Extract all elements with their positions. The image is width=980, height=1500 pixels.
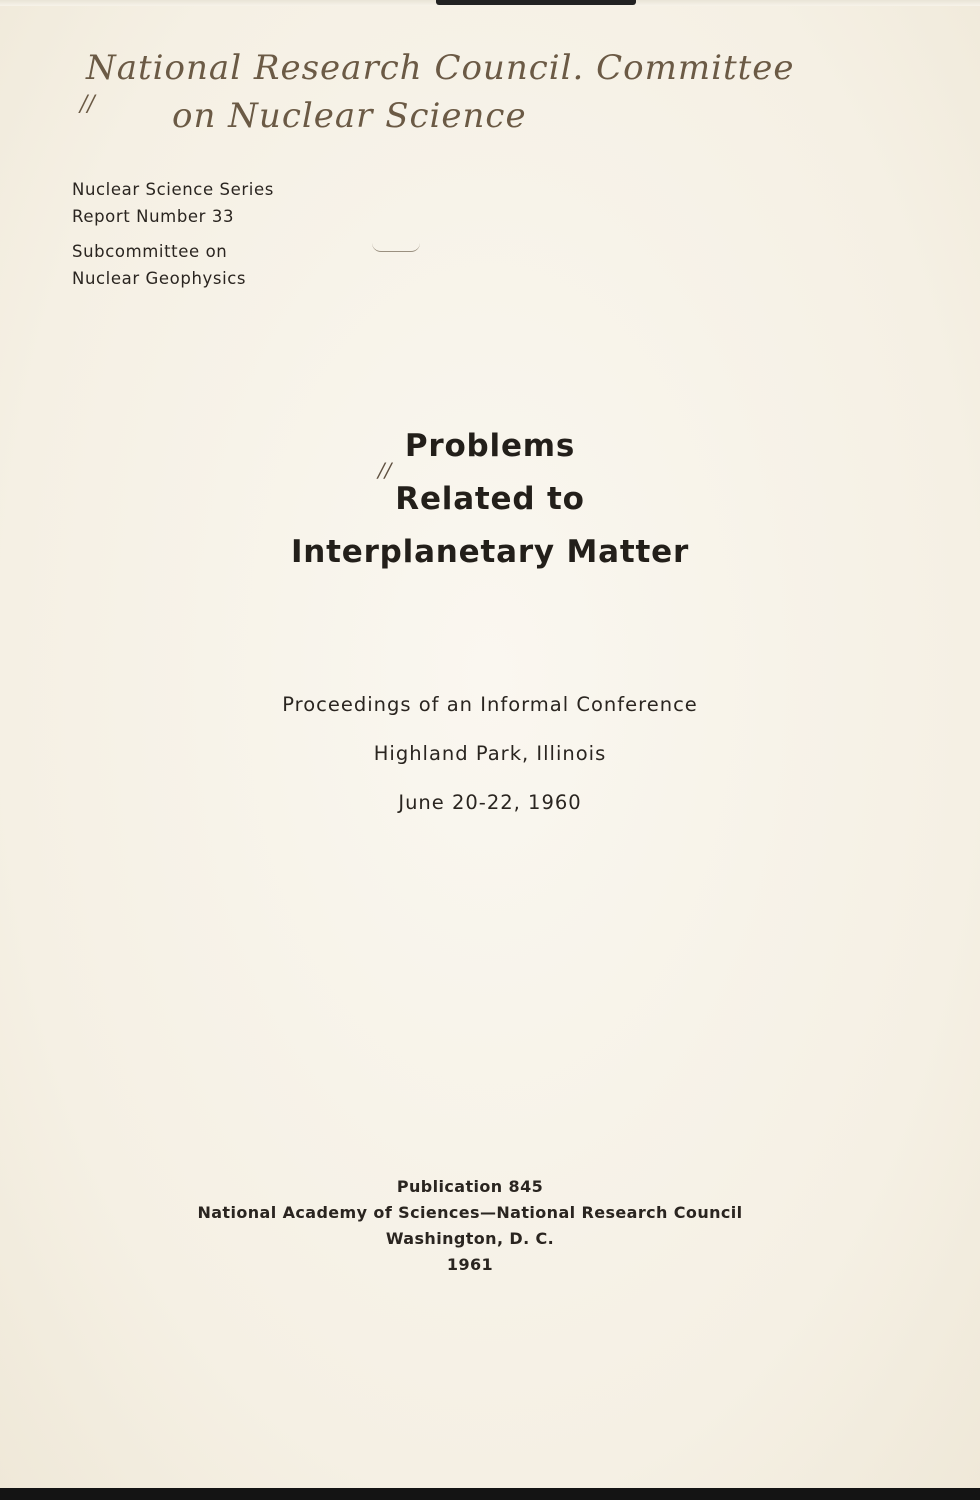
publication-number: Publication 845 — [396, 1177, 544, 1196]
title-ditto-mark: // — [378, 458, 392, 482]
conference-dates: June 20-22, 1960 — [398, 791, 582, 814]
series-block — [72, 176, 274, 292]
title-line1: Problems — [404, 428, 576, 464]
series-name: Nuclear Science Series — [72, 180, 274, 199]
stray-pencil-mark — [372, 243, 420, 252]
title-line2: Related to — [395, 481, 585, 517]
proceedings-block — [0, 680, 980, 827]
report-number: Report Number 33 — [72, 207, 235, 226]
publisher-block — [0, 1174, 940, 1278]
handwritten-ditto-mark: // — [80, 92, 95, 117]
page-bottom-edge — [0, 1488, 980, 1500]
handwritten-note-line1: National Research Council. Committee — [86, 48, 795, 88]
publisher-city: Washington, D. C. — [385, 1229, 555, 1248]
title-line3: Interplanetary Matter — [290, 534, 690, 570]
conference-location: Highland Park, Illinois — [373, 742, 607, 765]
proceedings-description: Proceedings of an Informal Conference — [282, 693, 698, 716]
binding-mark — [436, 0, 636, 5]
book-title — [0, 420, 980, 579]
publisher-organization: National Academy of Sciences—National Research Council — [197, 1203, 743, 1222]
subcommittee-line1: Subcommittee on — [72, 242, 228, 261]
subcommittee-line2: Nuclear Geophysics — [72, 269, 247, 288]
handwritten-note-line2: on Nuclear Science — [172, 96, 527, 136]
publication-year: 1961 — [446, 1255, 494, 1274]
